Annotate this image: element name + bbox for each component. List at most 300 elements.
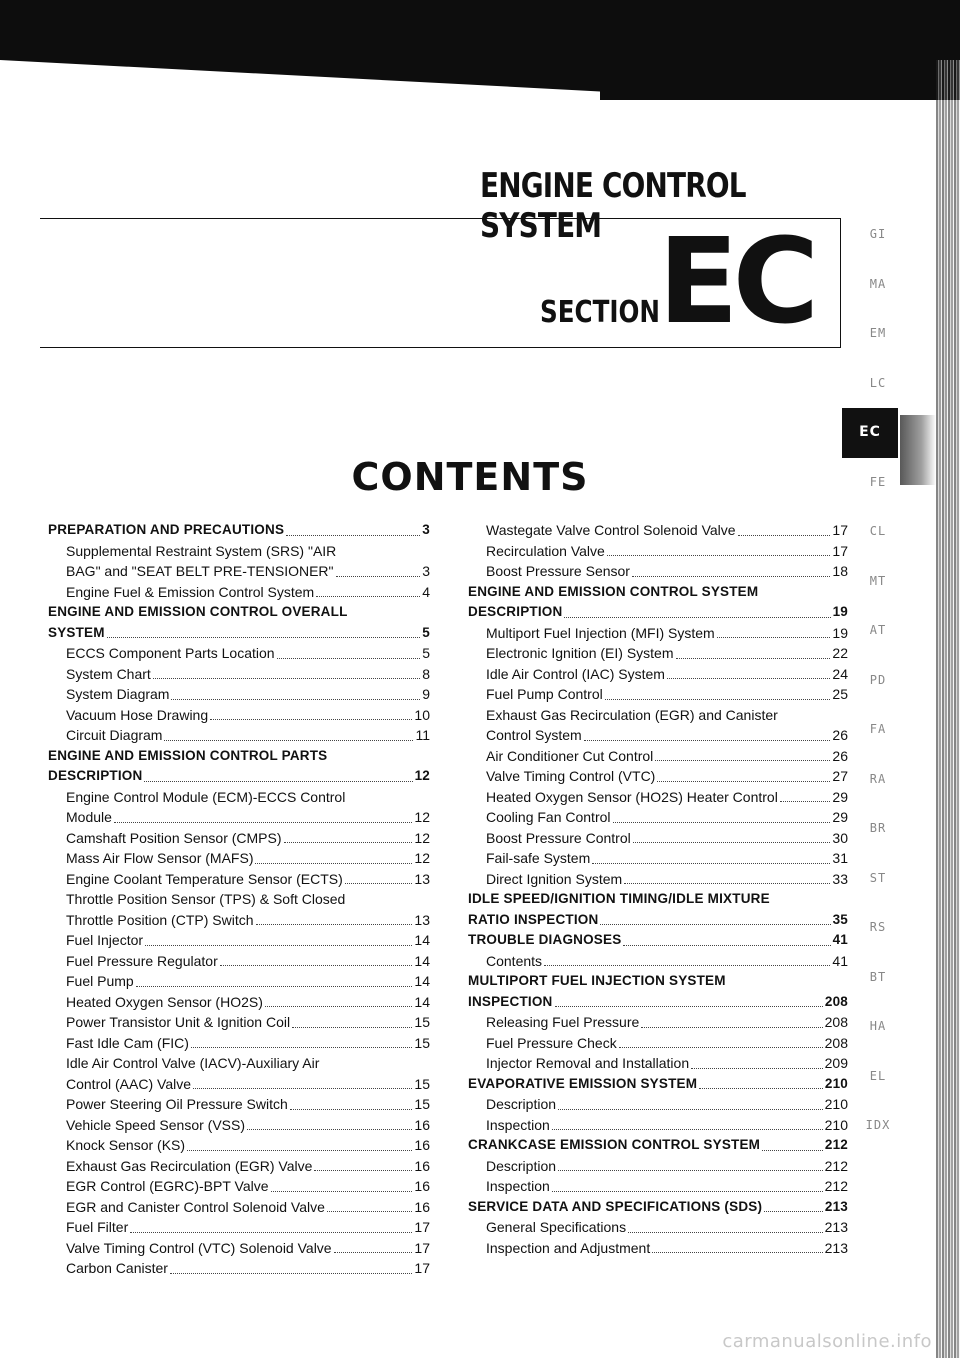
section-tab-fe[interactable]: FE xyxy=(869,474,887,489)
toc-entry[interactable] xyxy=(48,582,430,603)
toc-entry-title: Throttle Position Sensor (TPS) & Soft Closed xyxy=(66,891,346,907)
toc-entry[interactable] xyxy=(468,1238,848,1259)
toc-entry-page: 30 xyxy=(832,829,848,846)
toc-entry-title: EVAPORATIVE EMISSION SYSTEM xyxy=(468,1075,698,1091)
toc-entry-title: Inspection xyxy=(486,1116,550,1133)
toc-leader-dots xyxy=(210,719,412,720)
toc-entry-page: 3 xyxy=(422,563,430,579)
toc-leader-dots xyxy=(552,1191,823,1192)
toc-entry-page: 208 xyxy=(824,1014,848,1030)
toc-entry[interactable] xyxy=(48,807,430,828)
section-tab-ec[interactable]: EC xyxy=(842,408,898,458)
toc-leader-dots xyxy=(145,945,412,946)
toc-entry-title: IDLE SPEED/IGNITION TIMING/IDLE MIXTURE xyxy=(468,891,770,906)
section-label: SECTION xyxy=(540,295,661,330)
toc-entry-title: Idle Air Control (IAC) System xyxy=(486,665,665,682)
toc-entry[interactable] xyxy=(48,1033,430,1054)
toc-entry-title: Module xyxy=(66,809,112,825)
toc-leader-dots xyxy=(738,535,831,536)
toc-entry-title: Direct Ignition System xyxy=(486,870,623,887)
toc-leader-dots xyxy=(558,1170,823,1171)
toc-entry-title: Description xyxy=(486,1157,557,1174)
toc-entry-page: 17 xyxy=(832,522,848,538)
toc-leader-dots xyxy=(558,1109,823,1110)
toc-entry[interactable] xyxy=(468,623,848,644)
toc-entry-page: 210 xyxy=(824,1116,848,1133)
toc-entry-page: 11 xyxy=(415,727,430,743)
toc-entry[interactable] xyxy=(468,869,848,890)
toc-leader-dots xyxy=(657,781,830,782)
toc-leader-dots xyxy=(607,555,831,556)
toc-entry-page: 33 xyxy=(832,870,848,887)
section-tab-rs[interactable]: RS xyxy=(869,920,887,934)
toc-entry-page: 209 xyxy=(824,1055,848,1071)
toc-entry[interactable] xyxy=(468,807,848,828)
toc-entry-page: 19 xyxy=(832,624,848,641)
toc-entry-title: TROUBLE DIAGNOSES xyxy=(468,932,622,947)
toc-entry-page: 213 xyxy=(824,1219,848,1235)
section-tab-ha[interactable]: HA xyxy=(869,1019,887,1033)
toc-entry-title: CRANKCASE EMISSION CONTROL SYSTEM xyxy=(468,1137,761,1152)
toc-entry-page: 12 xyxy=(414,829,430,846)
toc-entry-page: 13 xyxy=(414,911,430,928)
toc-entry[interactable] xyxy=(468,664,848,685)
toc-entry-title: Boost Pressure Control xyxy=(486,829,631,846)
toc-entry-page: 41 xyxy=(832,952,848,969)
toc-entry[interactable] xyxy=(48,1135,430,1156)
active-tab-marker xyxy=(900,415,936,485)
toc-leader-dots xyxy=(114,822,413,823)
toc-entry-page: 16 xyxy=(414,1116,430,1133)
toc-leader-dots xyxy=(277,658,421,659)
toc-leader-dots xyxy=(171,699,420,700)
watermark: carmanualsonline.info xyxy=(722,1331,932,1352)
toc-entry-page: 212 xyxy=(824,1157,848,1174)
toc-leader-dots xyxy=(628,1232,823,1233)
toc-entry[interactable] xyxy=(48,541,430,562)
toc-entry-page: 5 xyxy=(422,645,430,661)
section-tab-lc[interactable]: LC xyxy=(869,375,887,390)
toc-entry[interactable] xyxy=(468,1094,848,1115)
toc-entry-title: Power Transistor Unit & Ignition Coil xyxy=(66,1014,291,1030)
toc-leader-dots xyxy=(652,1252,822,1253)
toc-leader-dots xyxy=(292,1027,412,1028)
section-tab-st[interactable]: ST xyxy=(869,870,887,885)
toc-entry-title: Carbon Canister xyxy=(66,1260,168,1276)
section-tab-at[interactable]: AT xyxy=(869,623,887,637)
toc-entry-page: 208 xyxy=(824,993,848,1009)
toc-entry-title: Mass Air Flow Sensor (MAFS) xyxy=(66,850,254,866)
toc-entry-page: 41 xyxy=(832,932,848,947)
toc-entry-title: Fuel Pressure Check xyxy=(486,1034,617,1051)
section-tab-ma[interactable]: MA xyxy=(869,276,887,291)
toc-entry-page: 15 xyxy=(414,1034,430,1051)
toc-leader-dots xyxy=(655,760,830,761)
toc-entry[interactable] xyxy=(48,766,430,787)
toc-leader-dots xyxy=(193,1088,412,1089)
toc-entry[interactable] xyxy=(468,1012,848,1033)
toc-leader-dots xyxy=(764,1211,823,1212)
toc-entry[interactable] xyxy=(468,1115,848,1136)
toc-entry[interactable] xyxy=(48,664,430,685)
toc-leader-dots xyxy=(130,1232,412,1233)
toc-leader-dots xyxy=(623,945,830,946)
toc-entry[interactable] xyxy=(48,951,430,972)
toc-entry[interactable] xyxy=(48,520,430,541)
toc-entry-page: 5 xyxy=(422,624,430,640)
toc-entry-page: 213 xyxy=(824,1198,848,1214)
binding-edge xyxy=(936,60,960,1358)
toc-entry-page: 26 xyxy=(832,727,848,743)
toc-leader-dots xyxy=(265,1006,413,1007)
toc-entry-title: DESCRIPTION xyxy=(468,604,563,619)
toc-entry-page: 17 xyxy=(414,1219,430,1235)
toc-entry[interactable] xyxy=(48,643,430,664)
toc-entry-page: 15 xyxy=(414,1014,430,1030)
toc-entry[interactable] xyxy=(468,582,848,603)
toc-entry-title: ENGINE AND EMISSION CONTROL OVERALL xyxy=(48,604,348,619)
toc-entry[interactable] xyxy=(48,1012,430,1033)
toc-entry[interactable] xyxy=(48,1176,430,1197)
toc-entry-title: Inspection and Adjustment xyxy=(486,1239,651,1256)
toc-entry-page: 29 xyxy=(832,809,848,825)
toc-entry[interactable] xyxy=(48,910,430,931)
toc-entry[interactable] xyxy=(468,992,848,1013)
toc-entry-title: RATIO INSPECTION xyxy=(468,911,599,927)
toc-leader-dots xyxy=(336,576,421,577)
toc-entry-page: 26 xyxy=(832,747,848,764)
toc-entry-page: 16 xyxy=(414,1198,430,1215)
toc-leader-dots xyxy=(605,699,831,700)
toc-leader-dots xyxy=(667,678,830,679)
section-tab-mt[interactable]: MT xyxy=(869,573,887,588)
toc-leader-dots xyxy=(345,883,413,884)
toc-entry-title: Power Steering Oil Pressure Switch xyxy=(66,1096,288,1112)
section-tab-bt[interactable]: BT xyxy=(869,969,887,984)
toc-entry-title: ECCS Component Parts Location xyxy=(66,645,275,661)
toc-entry-page: 212 xyxy=(824,1137,848,1152)
toc-entry-title: Control System xyxy=(486,727,582,743)
toc-leader-dots xyxy=(284,842,413,843)
toc-entry[interactable] xyxy=(468,1135,848,1156)
toc-entry-title: EGR Control (EGRC)-BPT Valve xyxy=(66,1178,269,1194)
toc-entry-title: Electronic Ignition (EI) System xyxy=(486,645,674,661)
toc-entry-page: 13 xyxy=(414,870,430,887)
toc-entry-page: 9 xyxy=(422,686,430,702)
toc-entry-title: Cooling Fan Control xyxy=(486,809,611,825)
toc-entry-title: Fuel Injector xyxy=(66,932,144,948)
section-tab-index xyxy=(848,210,908,1151)
toc-entry[interactable] xyxy=(48,1238,430,1259)
toc-entry-page: 213 xyxy=(824,1239,848,1256)
toc-entry-title: Air Conditioner Cut Control xyxy=(486,747,654,764)
toc-leader-dots xyxy=(286,535,420,536)
section-tab-pd[interactable]: PD xyxy=(869,672,887,687)
toc-entry-page: 16 xyxy=(414,1137,430,1153)
toc-entry[interactable] xyxy=(48,787,430,808)
toc-entry-page: 8 xyxy=(422,665,430,682)
toc-entry-title: ENGINE AND EMISSION CONTROL SYSTEM xyxy=(468,583,759,599)
toc-entry[interactable] xyxy=(468,787,848,808)
toc-entry[interactable] xyxy=(48,746,430,767)
toc-entry[interactable] xyxy=(48,1258,430,1279)
toc-entry[interactable] xyxy=(468,561,848,582)
toc-entry-title: Valve Timing Control (VTC) Solenoid Valve xyxy=(66,1239,332,1256)
toc-entry-page: 10 xyxy=(414,706,430,723)
toc-entry[interactable] xyxy=(468,828,848,849)
toc-entry-page: 14 xyxy=(414,973,430,989)
toc-entry-title: Idle Air Control Valve (IACV)-Auxiliary Air xyxy=(66,1055,320,1071)
section-tab-ra[interactable]: RA xyxy=(869,771,887,786)
toc-entry-title: Inspection xyxy=(486,1178,550,1194)
toc-entry-title: MULTIPORT FUEL INJECTION SYSTEM xyxy=(468,973,726,988)
toc-entry-title: Exhaust Gas Recirculation (EGR) and Canister xyxy=(486,706,778,723)
toc-leader-dots xyxy=(271,1191,413,1192)
toc-entry-title: General Specifications xyxy=(486,1219,627,1235)
toc-leader-dots xyxy=(555,1006,823,1007)
toc-leader-dots xyxy=(699,1088,823,1089)
section-tab-br[interactable]: BR xyxy=(869,821,887,835)
toc-entry[interactable] xyxy=(468,1197,848,1218)
toc-entry-title: Throttle Position (CTP) Switch xyxy=(66,911,254,928)
toc-entry[interactable] xyxy=(48,889,430,910)
toc-entry[interactable] xyxy=(468,602,848,623)
toc-entry[interactable] xyxy=(48,561,430,582)
toc-entry[interactable] xyxy=(48,848,430,869)
toc-leader-dots xyxy=(164,740,413,741)
toc-leader-dots xyxy=(624,883,830,884)
toc-entry[interactable] xyxy=(48,1156,430,1177)
toc-entry[interactable] xyxy=(468,643,848,664)
toc-left-column xyxy=(48,520,430,1279)
toc-entry-title: Wastegate Valve Control Solenoid Valve xyxy=(486,522,736,538)
toc-entry-page: 208 xyxy=(824,1034,848,1051)
toc-leader-dots xyxy=(327,1211,413,1212)
toc-entry-page: 27 xyxy=(832,768,848,784)
toc-entry-page: 22 xyxy=(832,645,848,661)
toc-entry-page: 210 xyxy=(824,1075,848,1091)
section-tab-cl[interactable]: CL xyxy=(869,524,887,538)
toc-entry[interactable] xyxy=(48,971,430,992)
toc-leader-dots xyxy=(220,965,413,966)
toc-leader-dots xyxy=(717,637,831,638)
toc-leader-dots xyxy=(592,863,830,864)
toc-leader-dots xyxy=(564,617,830,618)
toc-entry[interactable] xyxy=(48,828,430,849)
toc-entry-page: 17 xyxy=(832,542,848,559)
toc-leader-dots xyxy=(691,1068,823,1069)
toc-entry-title: PREPARATION AND PRECAUTIONS xyxy=(48,522,285,537)
page-title: ENGINE CONTROL SYSTEM xyxy=(480,166,746,246)
toc-entry[interactable] xyxy=(468,684,848,705)
toc-leader-dots xyxy=(191,1047,413,1048)
toc-entry-title: Fuel Pressure Regulator xyxy=(66,952,218,969)
toc-leader-dots xyxy=(334,1252,413,1253)
toc-entry-title: Fuel Pump xyxy=(66,973,134,989)
section-code: EC xyxy=(658,212,814,350)
toc-entry-page: 14 xyxy=(414,952,430,969)
toc-entry-title: Knock Sensor (KS) xyxy=(66,1137,186,1153)
toc-entry[interactable] xyxy=(48,992,430,1013)
toc-leader-dots xyxy=(290,1109,413,1110)
toc-leader-dots xyxy=(314,1170,412,1171)
toc-entry-title: Heated Oxygen Sensor (HO2S) xyxy=(66,993,263,1010)
toc-leader-dots xyxy=(552,1129,823,1130)
toc-entry-title: Supplemental Restraint System (SRS) "AIR xyxy=(66,542,337,559)
toc-leader-dots xyxy=(144,781,412,782)
toc-entry-page: 14 xyxy=(414,993,430,1010)
toc-entry-title: Injector Removal and Installation xyxy=(486,1055,690,1071)
toc-entry-page: 212 xyxy=(824,1178,848,1194)
toc-entry[interactable] xyxy=(48,684,430,705)
toc-leader-dots xyxy=(136,986,413,987)
toc-entry-title: ENGINE AND EMISSION CONTROL PARTS xyxy=(48,747,328,763)
toc-entry[interactable] xyxy=(468,746,848,767)
toc-entry-title: Releasing Fuel Pressure xyxy=(486,1014,640,1030)
toc-leader-dots xyxy=(544,965,830,966)
toc-entry[interactable] xyxy=(468,951,848,972)
toc-entry-title: Fuel Filter xyxy=(66,1219,129,1235)
toc-entry-title: Fast Idle Cam (FIC) xyxy=(66,1034,189,1051)
toc-entry-page: 25 xyxy=(832,686,848,702)
toc-entry-page: 4 xyxy=(422,583,430,600)
toc-entry-title: Valve Timing Control (VTC) xyxy=(486,768,656,784)
toc-entry-page: 16 xyxy=(414,1178,430,1194)
toc-entry[interactable] xyxy=(468,1033,848,1054)
toc-entry-title: Engine Control Module (ECM)-ECCS Control xyxy=(66,788,346,805)
toc-entry-title: SYSTEM xyxy=(48,624,105,640)
toc-entry-title: System Diagram xyxy=(66,686,170,702)
toc-leader-dots xyxy=(153,678,420,679)
toc-leader-dots xyxy=(255,863,412,864)
toc-entry-title: DESCRIPTION xyxy=(48,768,143,783)
toc-entry[interactable] xyxy=(48,930,430,951)
toc-entry-page: 24 xyxy=(832,665,848,682)
toc-entry-page: 17 xyxy=(414,1239,430,1256)
toc-entry[interactable] xyxy=(468,848,848,869)
toc-entry-title: Circuit Diagram xyxy=(66,727,163,743)
toc-leader-dots xyxy=(633,842,831,843)
toc-entry[interactable] xyxy=(468,705,848,726)
toc-entry[interactable] xyxy=(468,520,848,541)
toc-entry-title: Fuel Pump Control xyxy=(486,686,603,702)
toc-entry-page: 17 xyxy=(414,1260,430,1276)
toc-entry[interactable] xyxy=(468,889,848,910)
toc-entry[interactable] xyxy=(48,1074,430,1095)
toc-entry-title: Engine Coolant Temperature Sensor (ECTS) xyxy=(66,870,343,887)
toc-entry-page: 3 xyxy=(422,522,430,537)
toc-entry-page: 15 xyxy=(414,1075,430,1092)
toc-leader-dots xyxy=(676,658,831,659)
toc-entry-title: Fail-safe System xyxy=(486,850,591,866)
toc-entry-page: 31 xyxy=(832,850,848,866)
toc-entry-page: 15 xyxy=(414,1096,430,1112)
toc-entry-page: 14 xyxy=(414,932,430,948)
toc-entry[interactable] xyxy=(468,1156,848,1177)
toc-entry[interactable] xyxy=(48,1094,430,1115)
toc-entry-title: SERVICE DATA AND SPECIFICATIONS (SDS) xyxy=(468,1198,763,1214)
toc-entry[interactable] xyxy=(48,725,430,746)
toc-entry-title: INSPECTION xyxy=(468,993,553,1009)
toc-entry-page: 12 xyxy=(414,768,430,783)
toc-leader-dots xyxy=(247,1129,412,1130)
toc-leader-dots xyxy=(619,1047,823,1048)
toc-leader-dots xyxy=(641,1027,822,1028)
toc-leader-dots xyxy=(632,576,830,577)
toc-entry[interactable] xyxy=(468,766,848,787)
toc-entry-page: 18 xyxy=(832,563,848,579)
toc-entry[interactable] xyxy=(48,705,430,726)
toc-entry[interactable] xyxy=(468,1074,848,1095)
toc-entry-title: Recirculation Valve xyxy=(486,542,605,559)
toc-entry[interactable] xyxy=(48,623,430,644)
toc-entry-title: Heated Oxygen Sensor (HO2S) Heater Control xyxy=(486,788,778,805)
toc-entry[interactable] xyxy=(48,1197,430,1218)
toc-entry[interactable] xyxy=(468,1176,848,1197)
toc-entry-page: 19 xyxy=(832,604,848,619)
toc-entry[interactable] xyxy=(468,1217,848,1238)
toc-leader-dots xyxy=(316,596,420,597)
toc-leader-dots xyxy=(187,1150,412,1151)
toc-entry-title: Description xyxy=(486,1096,557,1112)
contents-heading: CONTENTS xyxy=(351,455,589,499)
toc-entry-title: Exhaust Gas Recirculation (EGR) Valve xyxy=(66,1157,313,1174)
toc-right-column xyxy=(468,520,848,1258)
toc-entry[interactable] xyxy=(468,1053,848,1074)
toc-leader-dots xyxy=(613,822,831,823)
toc-entry[interactable] xyxy=(468,725,848,746)
toc-entry-title: Engine Fuel & Emission Control System xyxy=(66,583,315,600)
toc-entry-title: Contents xyxy=(486,952,543,969)
toc-entry[interactable] xyxy=(48,1217,430,1238)
toc-leader-dots xyxy=(256,924,413,925)
toc-entry[interactable] xyxy=(48,869,430,890)
toc-entry[interactable] xyxy=(468,971,848,992)
toc-entry-title: Boost Pressure Sensor xyxy=(486,563,630,579)
toc-entry-title: Control (AAC) Valve xyxy=(66,1075,192,1092)
toc-entry-page: 12 xyxy=(414,850,430,866)
section-tab-el[interactable]: EL xyxy=(869,1068,887,1083)
toc-entry-title: Multiport Fuel Injection (MFI) System xyxy=(486,624,715,641)
section-tab-fa[interactable]: FA xyxy=(869,722,887,736)
toc-entry[interactable] xyxy=(48,1053,430,1074)
section-tab-em[interactable]: EM xyxy=(869,326,887,340)
toc-leader-dots xyxy=(780,801,831,802)
toc-entry[interactable] xyxy=(48,602,430,623)
toc-entry-title: System Chart xyxy=(66,665,151,682)
toc-leader-dots xyxy=(762,1150,823,1151)
toc-entry[interactable] xyxy=(468,541,848,562)
toc-leader-dots xyxy=(107,637,421,638)
toc-entry-page: 12 xyxy=(414,809,430,825)
toc-entry-page: 210 xyxy=(824,1096,848,1112)
toc-entry[interactable] xyxy=(468,910,848,931)
toc-entry-page: 29 xyxy=(832,788,848,805)
toc-entry-title: Camshaft Position Sensor (CMPS) xyxy=(66,829,282,846)
toc-entry-title: EGR and Canister Control Solenoid Valve xyxy=(66,1198,325,1215)
toc-entry[interactable] xyxy=(48,1115,430,1136)
toc-entry-page: 16 xyxy=(414,1157,430,1174)
toc-entry-title: Vehicle Speed Sensor (VSS) xyxy=(66,1116,245,1133)
section-tab-gi[interactable]: GI xyxy=(869,227,887,241)
toc-entry-title: BAG" and "SEAT BELT PRE-TENSIONER" xyxy=(66,563,334,579)
toc-leader-dots xyxy=(170,1273,412,1274)
toc-entry-page: 35 xyxy=(832,911,848,927)
toc-leader-dots xyxy=(584,740,831,741)
toc-entry-title: Vacuum Hose Drawing xyxy=(66,706,209,723)
toc-entry[interactable] xyxy=(468,930,848,951)
section-tab-idx[interactable]: IDX xyxy=(865,1118,891,1132)
